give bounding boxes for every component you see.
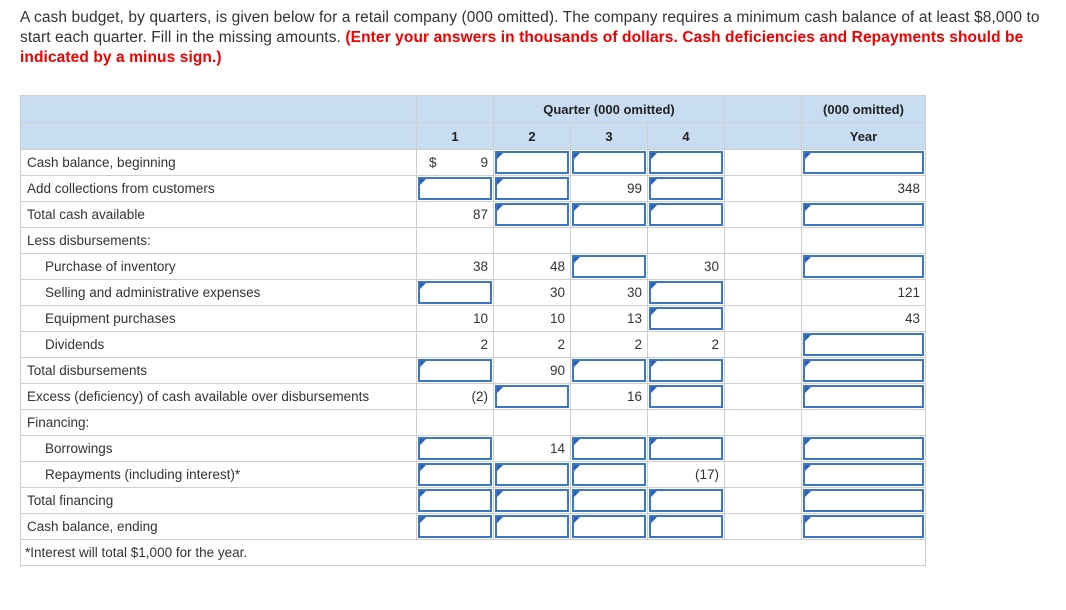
row-label: Purchase of inventory bbox=[21, 254, 417, 280]
cell-value: 90 bbox=[494, 358, 571, 384]
header-row-groups bbox=[21, 96, 926, 123]
row-label: Total cash available bbox=[21, 202, 417, 228]
intro-text: A cash budget, by quarters, is given below for a retail company (000 omitted). The company requires a minimum cash balance of at least $8,000 to start each quarter. Fill in the missing amounts. bbox=[20, 9, 1040, 46]
answer-input[interactable] bbox=[649, 151, 723, 174]
answer-input[interactable] bbox=[495, 177, 569, 200]
answer-input[interactable] bbox=[418, 281, 492, 304]
answer-input[interactable] bbox=[649, 203, 723, 226]
row-label: Total financing bbox=[21, 488, 417, 514]
answer-input[interactable] bbox=[572, 359, 646, 382]
cell-value: 10 bbox=[494, 306, 571, 332]
answer-input[interactable] bbox=[649, 359, 723, 382]
answer-input[interactable] bbox=[803, 489, 924, 512]
answer-input[interactable] bbox=[418, 437, 492, 460]
cell-value: 2 bbox=[494, 332, 571, 358]
cell-value: 14 bbox=[494, 436, 571, 462]
answer-input[interactable] bbox=[495, 203, 569, 226]
answer-input[interactable] bbox=[495, 463, 569, 486]
row-total-financing bbox=[21, 488, 926, 514]
answer-input[interactable] bbox=[495, 515, 569, 538]
answer-input[interactable] bbox=[649, 489, 723, 512]
answer-input[interactable] bbox=[418, 177, 492, 200]
row-total-available bbox=[21, 202, 926, 228]
col-q3: 3 bbox=[571, 123, 648, 150]
answer-input[interactable] bbox=[803, 359, 924, 382]
row-label: Borrowings bbox=[21, 436, 417, 462]
cell-value: 10 bbox=[417, 306, 494, 332]
cell-value: 2 bbox=[417, 332, 494, 358]
cell-value: (17) bbox=[648, 462, 725, 488]
row-cash-ending bbox=[21, 514, 926, 540]
problem-statement bbox=[20, 8, 1055, 68]
row-label: Excess (deficiency) of cash available over disbursements bbox=[21, 384, 417, 410]
answer-input[interactable] bbox=[649, 385, 723, 408]
answer-input[interactable] bbox=[495, 489, 569, 512]
row-dividends bbox=[21, 332, 926, 358]
cell-value: 48 bbox=[494, 254, 571, 280]
row-selling bbox=[21, 280, 926, 306]
answer-input[interactable] bbox=[803, 515, 924, 538]
cell-value: 30 bbox=[494, 280, 571, 306]
col-year: Year bbox=[802, 123, 926, 150]
answer-input[interactable] bbox=[649, 307, 723, 330]
row-total-disbursements bbox=[21, 358, 926, 384]
row-label: Equipment purchases bbox=[21, 306, 417, 332]
row-label: Total disbursements bbox=[21, 358, 417, 384]
cell-value: 30 bbox=[648, 254, 725, 280]
cell-value: 38 bbox=[417, 254, 494, 280]
row-repayments bbox=[21, 462, 926, 488]
row-borrowings bbox=[21, 436, 926, 462]
header-row-columns bbox=[21, 123, 926, 150]
answer-input[interactable] bbox=[649, 437, 723, 460]
row-label: Selling and administrative expenses bbox=[21, 280, 417, 306]
answer-input[interactable] bbox=[803, 333, 924, 356]
cell-value: 43 bbox=[802, 306, 926, 332]
cell-value: 99 bbox=[571, 176, 648, 202]
answer-input[interactable] bbox=[495, 385, 569, 408]
cell-value: (2) bbox=[417, 384, 494, 410]
row-footnote bbox=[21, 540, 926, 566]
cell-value: 348 bbox=[802, 176, 926, 202]
answer-input[interactable] bbox=[418, 359, 492, 382]
row-label: Cash balance, ending bbox=[21, 514, 417, 540]
row-less-disbursements bbox=[21, 228, 926, 254]
answer-input[interactable] bbox=[495, 151, 569, 174]
row-label: Add collections from customers bbox=[21, 176, 417, 202]
cell-value: 30 bbox=[571, 280, 648, 306]
col-q1: 1 bbox=[417, 123, 494, 150]
col-q2: 2 bbox=[494, 123, 571, 150]
row-cash-beginning bbox=[21, 150, 926, 176]
row-inventory bbox=[21, 254, 926, 280]
year-group-header: (000 omitted) bbox=[802, 96, 926, 123]
cell-value: 121 bbox=[802, 280, 926, 306]
answer-input[interactable] bbox=[803, 151, 924, 174]
answer-input[interactable] bbox=[418, 515, 492, 538]
row-financing bbox=[21, 410, 926, 436]
row-collections bbox=[21, 176, 926, 202]
row-label: Cash balance, beginning bbox=[21, 150, 417, 176]
cell-value: 13 bbox=[571, 306, 648, 332]
cash-budget-table bbox=[20, 95, 926, 566]
row-label: Dividends bbox=[21, 332, 417, 358]
footnote: *Interest will total $1,000 for the year. bbox=[21, 540, 926, 566]
cell-value: 87 bbox=[417, 202, 494, 228]
answer-input[interactable] bbox=[572, 437, 646, 460]
answer-input[interactable] bbox=[572, 255, 646, 278]
answer-input[interactable] bbox=[803, 437, 924, 460]
quarter-group-header: Quarter (000 omitted) bbox=[494, 96, 725, 123]
col-q4: 4 bbox=[648, 123, 725, 150]
currency-symbol: $ bbox=[429, 155, 437, 170]
answer-input[interactable] bbox=[418, 463, 492, 486]
answer-input[interactable] bbox=[803, 463, 924, 486]
answer-input[interactable] bbox=[649, 177, 723, 200]
cell-value: 16 bbox=[571, 384, 648, 410]
answer-input[interactable] bbox=[572, 515, 646, 538]
answer-input[interactable] bbox=[803, 385, 924, 408]
answer-input[interactable] bbox=[572, 203, 646, 226]
row-excess bbox=[21, 384, 926, 410]
answer-input[interactable] bbox=[418, 489, 492, 512]
intro-instruction: (Enter your answers in thousands of dollars. Cash deficiencies and Repayments should be indicated by a minus sign.) bbox=[20, 29, 1024, 66]
answer-input[interactable] bbox=[572, 489, 646, 512]
answer-input[interactable] bbox=[649, 515, 723, 538]
answer-input[interactable] bbox=[649, 281, 723, 304]
cell-value: 2 bbox=[571, 332, 648, 358]
answer-input[interactable] bbox=[803, 255, 924, 278]
row-label: Financing: bbox=[21, 410, 417, 436]
cell-value: 2 bbox=[648, 332, 725, 358]
cell-value: 9 bbox=[480, 155, 488, 170]
row-label: Repayments (including interest)* bbox=[21, 462, 417, 488]
row-equipment bbox=[21, 306, 926, 332]
answer-input[interactable] bbox=[803, 203, 924, 226]
answer-input[interactable] bbox=[572, 151, 646, 174]
row-label: Less disbursements: bbox=[21, 228, 417, 254]
answer-input[interactable] bbox=[572, 463, 646, 486]
